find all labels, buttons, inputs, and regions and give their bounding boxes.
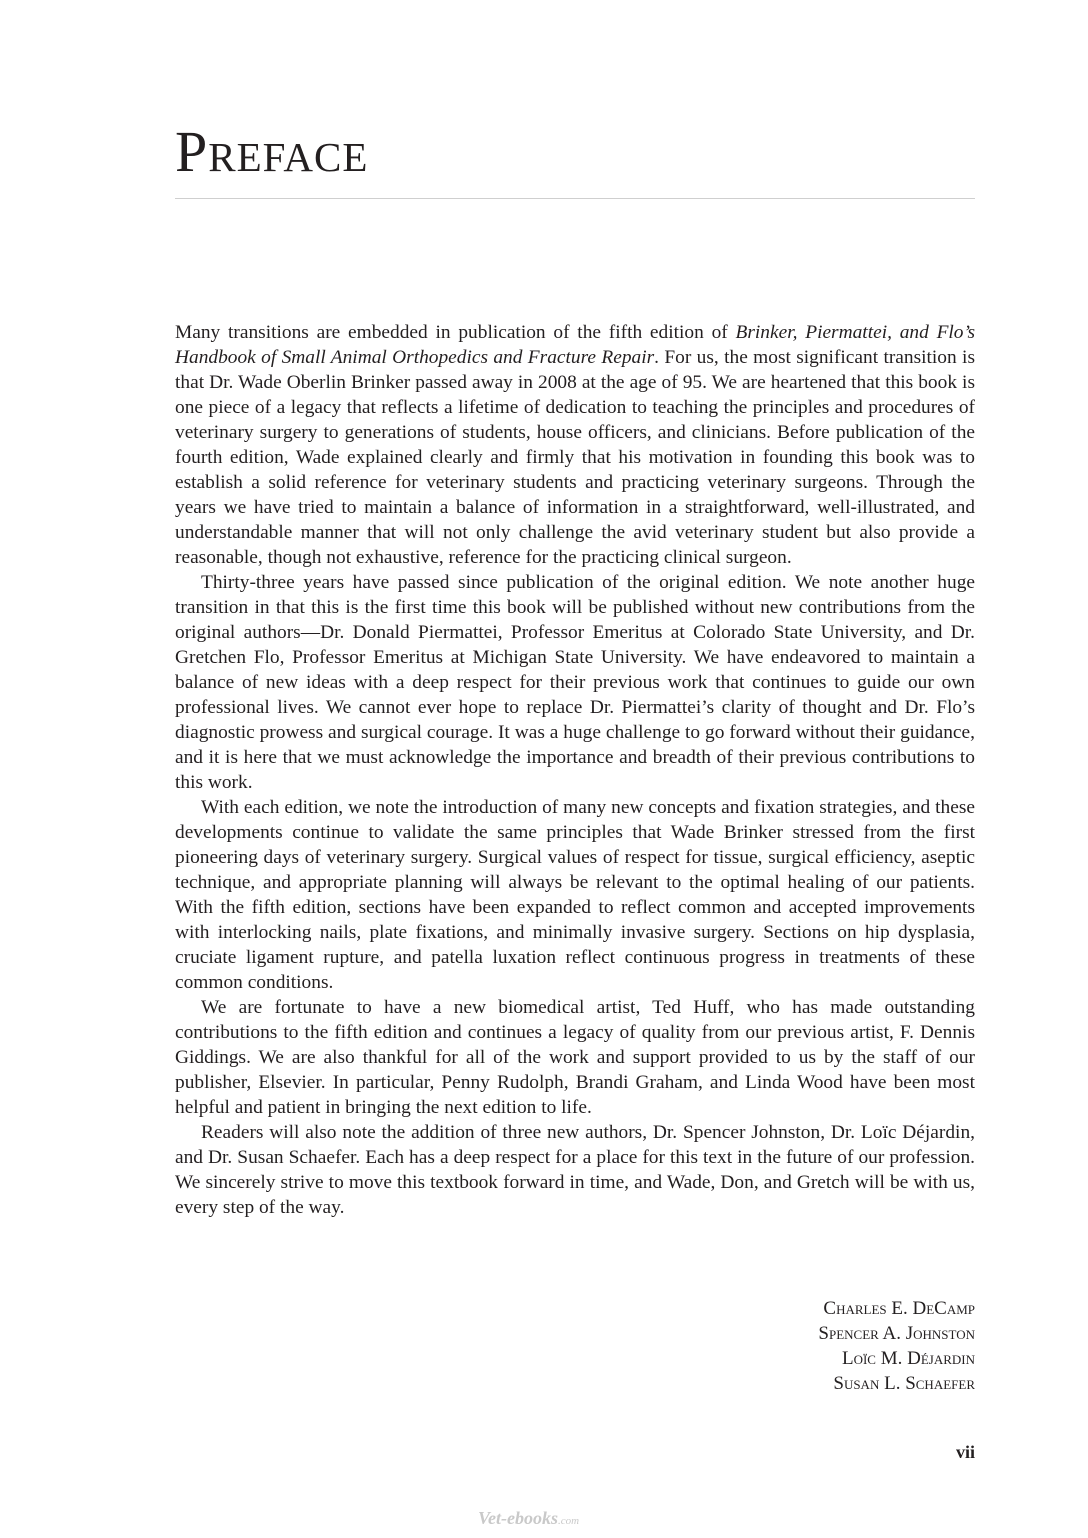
page-number: vii — [955, 1442, 975, 1462]
watermark-main: Vet-ebooks — [478, 1508, 558, 1528]
paragraph-2: Thirty-three years have passed since publication of the original edition. We note another huge transition in that this is the first time this book will be published without new contributions from the original authors—Dr. Donald Piermattei, Professor Emeritus at Colorado State University, and Dr. Gretchen Flo, Professor Emeritus at Michigan State University. We have endeavored to maintain a balance of new ideas with a deep respect for their previous work that continues to guide our own professional lives. We cannot ever hope to replace Dr. Piermattei’s clarity of thought and Dr. Flo’s diagnostic prowess and surgical courage. It was a huge challenge to go forward without their guidance, and it is here that we must acknowledge the importance and breadth of their previous contributions to this work. — [175, 572, 975, 793]
signature-dejardin: Loïc M. Déjardin — [841, 1348, 975, 1369]
title-divider — [175, 198, 975, 199]
paragraph-5: Readers will also note the addition of three new authors, Dr. Spencer Johnston, Dr. Loïc Déjardin, and Dr. Susan Schaefer. Each has a deep respect for a place for this text in the future of our profession. We sincerely strive to move this textbook forward in time, and Wade, Don, and Gretch will be with us, every step of the way. — [175, 1122, 975, 1218]
watermark-tld: .com — [558, 1515, 580, 1527]
paragraph-1-rest: . For us, the most significant transition is that Dr. Wade Oberlin Brinker passed away in 2008 at the age of 95. We are heartened that this book is one piece of a legacy that reflects a lifetime of dedication to teaching the principles and procedures of veterinary surgery to generations of students, house officers, and clinicians. Before publication of the fourth edition, Wade explained clearly and firmly that his motivation in founding this book was to establish a solid reference for veterinary students and practicing veterinary surgeons. Through the years we have tried to maintain a balance of information in a straightforward, well-illustrated, and understandable manner that will not only challenge the avid veterinary student but also provide a reasonable, though not exhaustive, reference for the practicing clinical surgeon. — [175, 347, 975, 568]
page-title: Preface — [175, 119, 369, 184]
paragraph-4: We are fortunate to have a new biomedical artist, Ted Huff, who has made outstanding contributions to the fifth edition and continues a legacy of quality from our previous artist, F. Dennis Giddings. We are also thankful for all of the work and support provided to us by the staff of our publisher, Elsevier. In particular, Penny Rudolph, Brandi Graham, and Linda Wood have been most helpful and patient in bringing the next edition to life. — [175, 997, 975, 1118]
preface-body — [175, 320, 975, 1220]
paragraph-1-intro: Many transitions are embedded in publication of the fifth edition of — [175, 322, 736, 343]
paragraph-1 — [175, 320, 975, 570]
watermark-logo — [478, 1504, 618, 1532]
signature-schaefer: Susan L. Schaefer — [833, 1373, 975, 1394]
signature-decamp: Charles E. DeCamp — [823, 1298, 975, 1319]
paragraph-3: With each edition, we note the introduction of many new concepts and fixation strategies, and these developments continue to validate the same principles that Wade Brinker stressed from the first pioneering days of veterinary surgery. Surgical values of respect for tissue, surgical efficiency, aseptic technique, and appropriate planning will always be relevant to the optimal healing of our patients. With the fifth edition, sections have been expanded to reflect common and accepted improvements with interlocking nails, plate fixations, and minimally invasive surgery. Sections on hip dysplasia, cruciate ligament rupture, and patella luxation reflect continuous progress in treatments of these common conditions. — [175, 797, 975, 993]
author-signatures — [818, 1296, 975, 1396]
signature-johnston: Spencer A. Johnston — [818, 1323, 975, 1344]
book-title: Brinker, Piermattei, and Flo’s Handbook of Small Animal Orthopedics and Fracture Repair — [175, 322, 975, 368]
